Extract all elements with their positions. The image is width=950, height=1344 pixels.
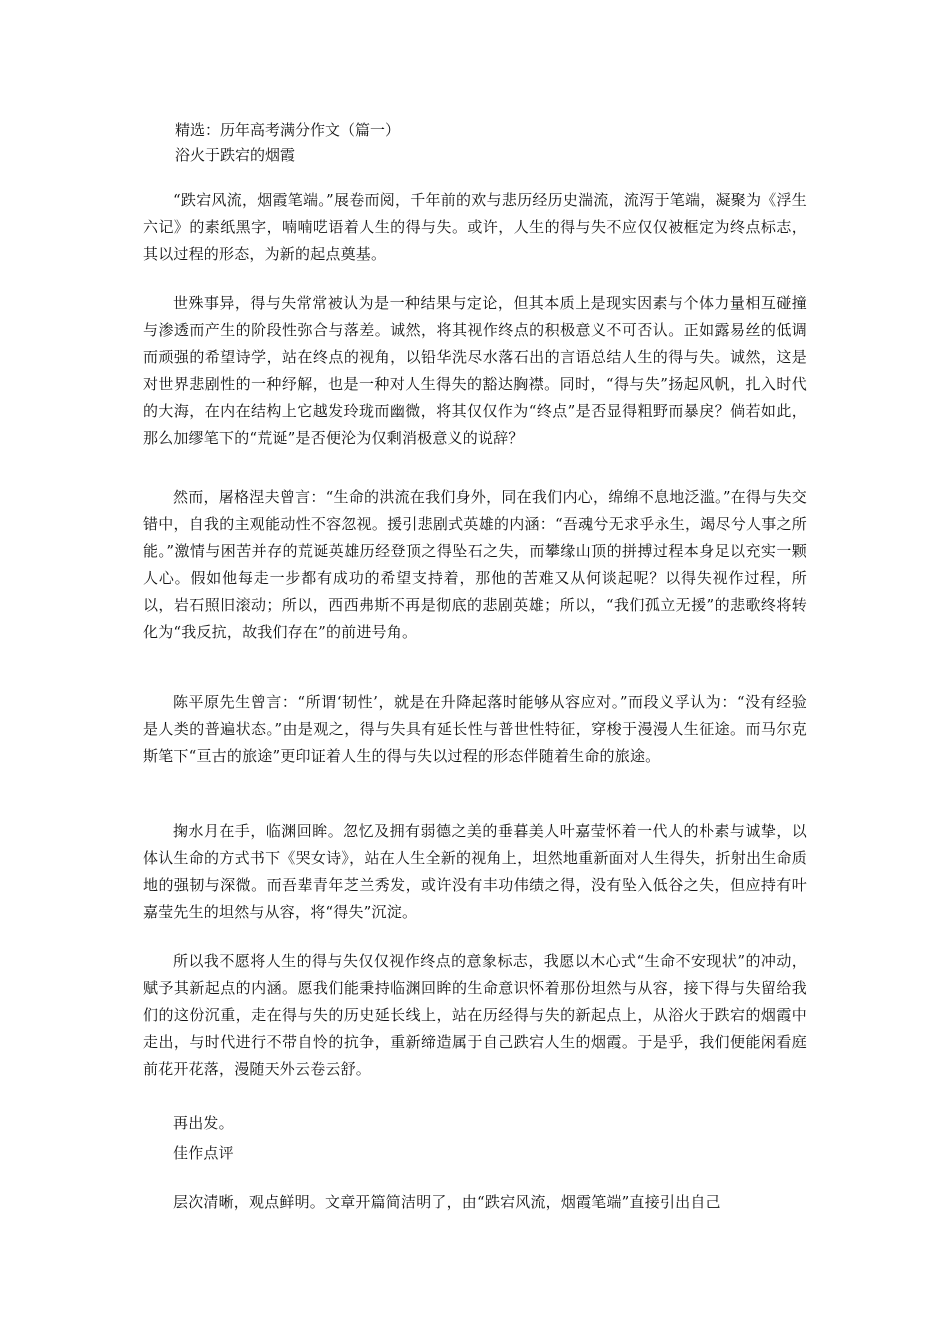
paragraph-2: 世殊事异，得与失常常被认为是一种结果与定论，但其本质上是现实因素与个体力量相互碰撞与渗透而产生的阶段性弥合与落差。诚然，将其视作终点的积极意义不可否认。正如露易丝的低调而顽强的希望诗学，站在终点的视角，以铅华洗尽水落石出的言语总结人生的得与失。诚然，这是对世界悲剧性的一种纾解，也是一种对人生得失的豁达胸襟。同时，“得与失”扬起风帆，扎入时代的大海，在内在结构上它越发玲珑而幽微，将其仅仅作为“终点”是否显得粗野而暴戾？倘若如此，那么加缪笔下的“荒诞”是否便沦为仅剩消极意义的说辞？ xyxy=(143,294,807,447)
document-title: 精选：历年高考满分作文（篇一） xyxy=(175,121,401,139)
paragraph-5: 掬水月在手，临渊回眸。忽忆及拥有弱德之美的垂暮美人叶嘉莹怀着一代人的朴素与诚挚，以体认生命的方式书下《哭女诗》，站在人生全新的视角上，坦然地重新面对人生得失，折射出生命质地的强韧与深微。而吾辈青年芝兰秀发，或许没有丰功伟绩之得，没有坠入低谷之失，但应持有叶嘉莹先生的坦然与从容，将“得失”沉淀。 xyxy=(143,822,807,921)
essay-title: 浴火于跌宕的烟霞 xyxy=(175,146,296,164)
review-paragraph: 层次清晰，观点鲜明。文章开篇简洁明了，由“跌宕风流，烟霞笔端”直接引出自己 xyxy=(173,1193,721,1211)
review-heading: 佳作点评 xyxy=(173,1144,234,1162)
paragraph-4: 陈平原先生曾言：“所谓‘韧性’，就是在升降起落时能够从容应对。”而段义孚认为：“没有经验是人类的普遍状态。”由是观之，得与失具有延长性与普世性特征，穿梭于漫漫人生征途。而马尔克斯笔下“亘古的旅途”更印证着人生的得与失以过程的形态伴随着生命的旅途。 xyxy=(143,693,807,765)
paragraph-6: 所以我不愿将人生的得与失仅仅视作终点的意象标志，我愿以木心式“生命不安现状”的冲动，赋予其新起点的内涵。愿我们能秉持临渊回眸的生命意识怀着那份坦然与从容，接下得与失留给我们的这份沉重，走在得与失的历史延长线上，站在历经得与失的新起点上，从浴火于跌宕的烟霞中走出，与时代进行不带自怜的抗争，重新缔造属于自己跌宕人生的烟霞。于是乎，我们便能闲看庭前花开花落，漫随天外云卷云舒。 xyxy=(143,952,807,1078)
paragraph-3: 然而，屠格涅夫曾言：“生命的洪流在我们身外，同在我们内心，绵绵不息地泛滥。”在得与失交错中，自我的主观能动性不容忽视。援引悲剧式英雄的内涵：“吾魂兮无求乎永生，竭尽兮人事之所能。”激情与困苦并存的荒诞英雄历经登顶之得坠石之失，而攀缘山顶的拼搏过程本身足以充实一颗人心。假如他每走一步都有成功的希望支持着，那他的苦难又从何谈起呢？以得失视作过程，所以，岩石照旧滚动；所以，西西弗斯不再是彻底的悲剧英雄；所以，“我们孤立无援”的悲歌终将转化为“我反抗，故我们存在”的前进号角。 xyxy=(143,488,807,641)
paragraph-restart: 再出发。 xyxy=(173,1114,234,1132)
paragraph-1: “跌宕风流，烟霞笔端。”展卷而阅，千年前的欢与悲历经历史湍流，流泻于笔端，凝聚为《浮生六记》的素纸黑字，喃喃呓语着人生的得与失。或许，人生的得与失不应仅仅被框定为终点标志，其以过程的形态，为新的起点奠基。 xyxy=(143,191,807,263)
